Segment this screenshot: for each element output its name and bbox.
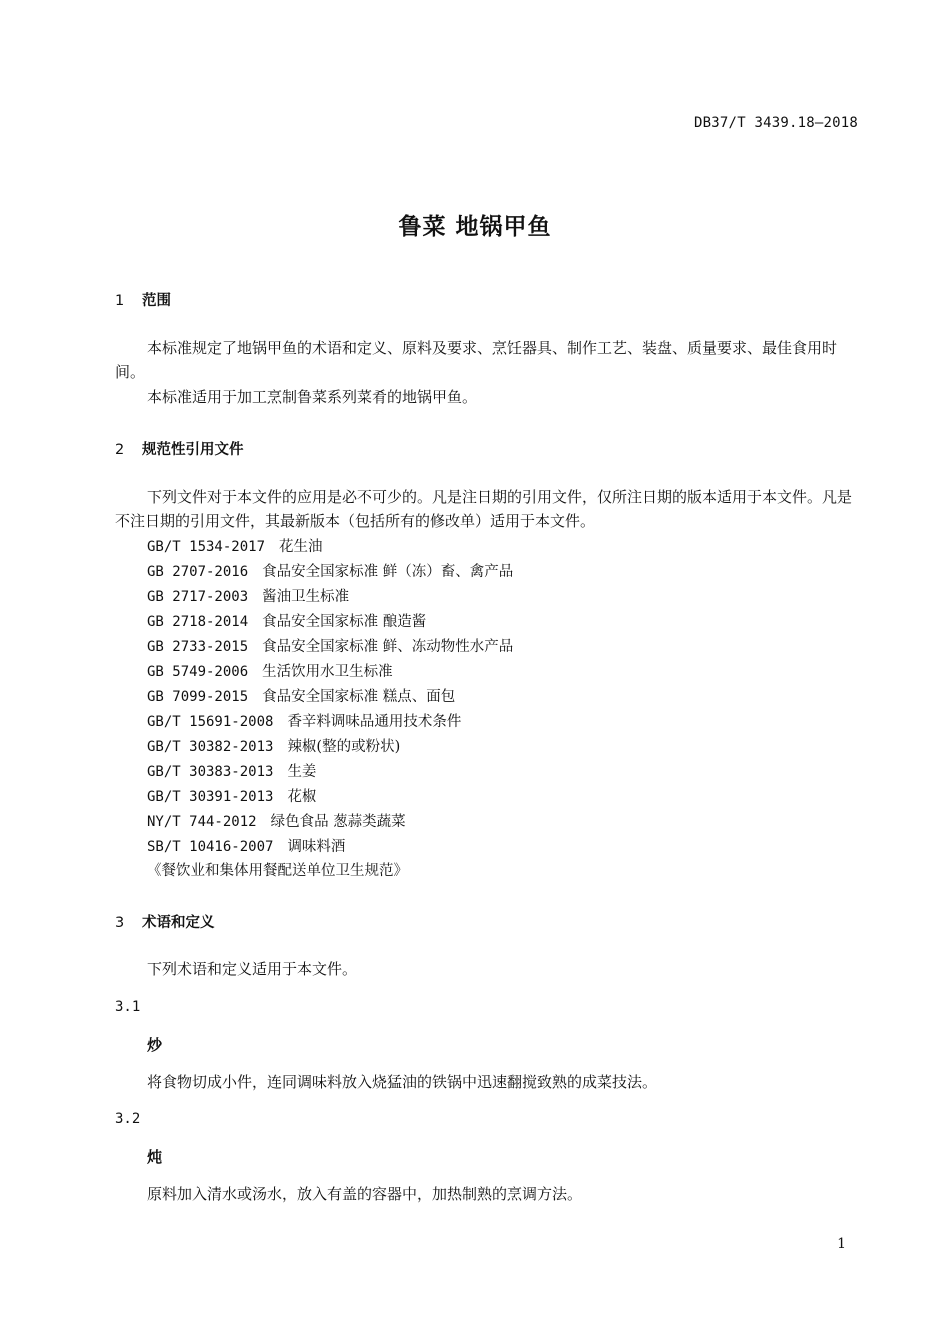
reference-item bbox=[147, 660, 393, 681]
reference-name: 酱油卫生标准 bbox=[262, 589, 350, 605]
section-3-title: 术语和定义 bbox=[142, 915, 215, 931]
reference-item bbox=[147, 760, 316, 781]
reference-item-regulation: 《餐饮业和集体用餐配送单位卫生规范》 bbox=[147, 863, 408, 879]
section-1-number: 1 bbox=[115, 293, 125, 309]
reference-code: GB/T 30383-2013 bbox=[147, 764, 274, 780]
section-1-heading bbox=[115, 289, 171, 310]
reference-code: GB 2717-2003 bbox=[147, 589, 249, 605]
reference-item bbox=[147, 535, 323, 556]
standard-code: DB37/T 3439.18—2018 bbox=[694, 115, 858, 131]
section-3-heading bbox=[115, 911, 215, 932]
reference-item bbox=[147, 585, 349, 606]
reference-name: 食品安全国家标准 鲜（冻）畜、禽产品 bbox=[262, 564, 514, 580]
reference-name: 调味料酒 bbox=[287, 839, 346, 855]
section-2-heading bbox=[115, 438, 244, 459]
section-3-number: 3 bbox=[115, 915, 125, 931]
reference-name: 香辛料调味品通用技术条件 bbox=[287, 714, 462, 730]
section-2-title: 规范性引用文件 bbox=[142, 442, 244, 458]
term-number: 3.2 bbox=[115, 1111, 141, 1127]
reference-code: GB 2733-2015 bbox=[147, 639, 249, 655]
term-word: 炖 bbox=[147, 1148, 163, 1166]
reference-name: 食品安全国家标准 糕点、面包 bbox=[262, 689, 456, 705]
reference-name: 花椒 bbox=[287, 789, 317, 805]
references-intro: 下列文件对于本文件的应用是必不可少的。凡是注日期的引用文件，仅所注日期的版本适用于本文件。凡是不注日期的引用文件，其最新版本（包括所有的修改单）适用于本文件。 bbox=[115, 488, 853, 530]
terms-intro: 下列术语和定义适用于本文件。 bbox=[147, 960, 358, 978]
page-number: 1 bbox=[837, 1236, 846, 1252]
document-title: 鲁菜 地锅甲鱼 bbox=[398, 214, 552, 240]
reference-item bbox=[147, 835, 345, 856]
reference-code: GB/T 30382-2013 bbox=[147, 739, 274, 755]
reference-code: GB 2707-2016 bbox=[147, 564, 249, 580]
reference-code: GB 2718-2014 bbox=[147, 614, 249, 630]
reference-item bbox=[147, 610, 426, 631]
term-word: 炒 bbox=[147, 1036, 163, 1054]
reference-item bbox=[147, 710, 461, 731]
reference-code: NY/T 744-2012 bbox=[147, 814, 257, 830]
term-definition: 原料加入清水或汤水，放入有盖的容器中，加热制熟的烹调方法。 bbox=[147, 1185, 583, 1203]
reference-name: 辣椒(整的或粉状) bbox=[287, 739, 401, 755]
reference-item bbox=[147, 685, 455, 706]
term-definition: 将食物切成小件，连同调味料放入烧猛油的铁锅中迅速翻搅致熟的成菜技法。 bbox=[147, 1073, 658, 1091]
reference-name: 食品安全国家标准 酿造酱 bbox=[262, 614, 427, 630]
reference-code: GB/T 30391-2013 bbox=[147, 789, 274, 805]
reference-code: GB 5749-2006 bbox=[147, 664, 249, 680]
reference-item bbox=[147, 785, 316, 806]
section-2-number: 2 bbox=[115, 442, 125, 458]
reference-code: GB 7099-2015 bbox=[147, 689, 249, 705]
scope-paragraph-2: 本标准适用于加工烹制鲁菜系列菜肴的地锅甲鱼。 bbox=[147, 388, 478, 406]
reference-name: 绿色食品 葱蒜类蔬菜 bbox=[270, 814, 406, 830]
reference-name: 生活饮用水卫生标准 bbox=[262, 664, 393, 680]
reference-item bbox=[147, 635, 513, 656]
reference-code: SB/T 10416-2007 bbox=[147, 839, 274, 855]
section-1-title: 范围 bbox=[142, 293, 171, 309]
scope-paragraph-1: 本标准规定了地锅甲鱼的术语和定义、原料及要求、烹饪器具、制作工艺、装盘、质量要求、最佳食用时间。 bbox=[115, 339, 838, 381]
reference-name: 生姜 bbox=[287, 764, 317, 780]
reference-name: 花生油 bbox=[279, 539, 323, 555]
reference-item bbox=[147, 810, 406, 831]
reference-name: 食品安全国家标准 鲜、冻动物性水产品 bbox=[262, 639, 514, 655]
reference-item bbox=[147, 560, 513, 581]
reference-code: GB/T 15691-2008 bbox=[147, 714, 274, 730]
reference-item bbox=[147, 735, 400, 756]
term-number: 3.1 bbox=[115, 999, 141, 1015]
reference-code: GB/T 1534-2017 bbox=[147, 539, 266, 555]
